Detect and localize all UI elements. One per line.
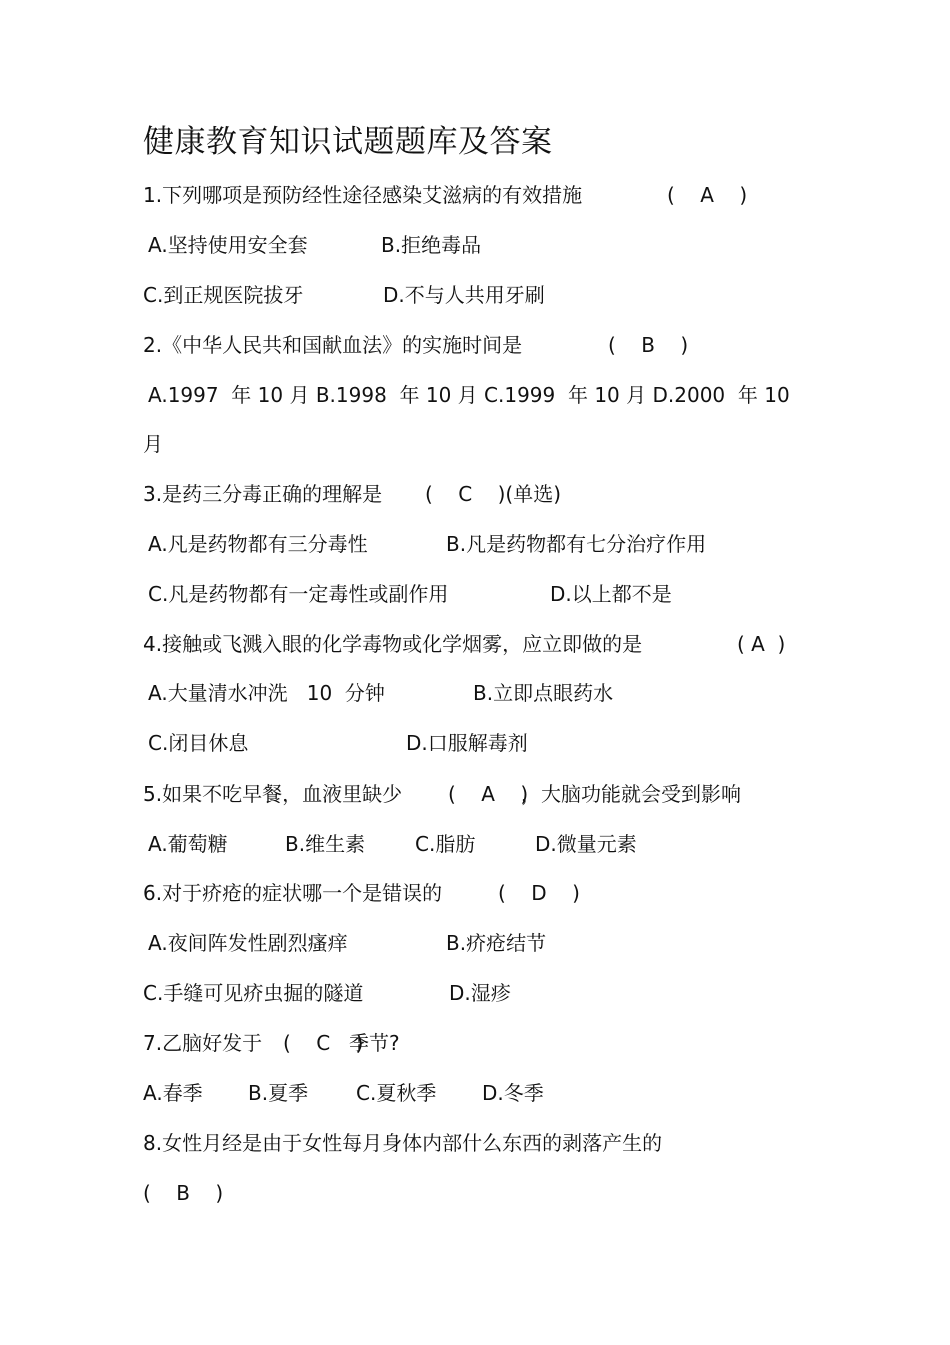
question-2-answer: ( B )	[608, 333, 689, 357]
question-3-answer: ( C )(单选)	[425, 482, 562, 506]
question-5-answer: ( A )	[448, 782, 529, 806]
question-1-option-d: D.不与人共用牙刷	[383, 283, 545, 307]
question-3-option-b: B.凡是药物都有七分治疗作用	[446, 532, 707, 556]
question-1-option-a: A.坚持使用安全套	[148, 233, 308, 257]
question-6-stem: 6.对于疥疮的症状哪一个是错误的	[143, 881, 443, 905]
question-4-option-b: B.立即点眼药水	[473, 681, 614, 705]
question-7-stem-continued: 季节?	[349, 1031, 400, 1055]
question-8-stem: 8.女性月经是由于女性每月身体内部什么东西的剥落产生的	[143, 1131, 663, 1155]
question-6-option-c: C.手缝可见疥虫掘的隧道	[143, 981, 364, 1005]
question-2-stem: 2.《中华人民共和国献血法》的实施时间是	[143, 333, 523, 357]
question-3-option-a: A.凡是药物都有三分毒性	[148, 532, 368, 556]
question-6-option-b: B.疥疮结节	[446, 931, 547, 955]
question-8-answer-row	[143, 1178, 224, 1268]
question-3-option-c: C.凡是药物都有一定毒性或副作用	[148, 582, 449, 606]
document-title: 健康教育知识试题题库及答案	[143, 124, 553, 160]
question-5-stem: 5.如果不吃早餐，血液里缺少	[143, 782, 403, 806]
question-5-stem-continued: ，大脑功能就会受到影响	[521, 782, 741, 806]
question-5-option-b: B.维生素	[285, 832, 366, 856]
question-4-option-c: C.闭目休息	[148, 731, 249, 755]
question-7-option-a: A.春季	[143, 1081, 203, 1105]
question-8-answer: ( B )	[143, 1181, 224, 1205]
question-5-option-d: D.微量元素	[535, 832, 637, 856]
question-6-answer: ( D )	[498, 881, 580, 905]
question-2-options-wrap-text: 月	[143, 432, 163, 456]
question-1-stem: 1.下列哪项是预防经性途径感染艾滋病的有效措施	[143, 183, 583, 207]
question-3-stem: 3.是药三分毒正确的理解是	[143, 482, 383, 506]
question-5-option-a: A.葡萄糖	[148, 832, 228, 856]
question-6-option-d: D.湿疹	[449, 981, 511, 1005]
question-5-option-c: C.脂肪	[415, 832, 476, 856]
question-3-option-d: D.以上都不是	[550, 582, 672, 606]
question-7-stem: 7.乙脑好发于	[143, 1031, 263, 1055]
question-7-option-b: B.夏季	[248, 1081, 309, 1105]
question-1-answer: ( A )	[667, 183, 748, 207]
question-7-answer: ( C )	[283, 1031, 364, 1055]
question-4-stem: 4.接触或飞溅入眼的化学毒物或化学烟雾，应立即做的是	[143, 632, 643, 656]
question-1-option-c: C.到正规医院拔牙	[143, 283, 304, 307]
question-4-option-a: A.大量清水冲洗 10 分钟	[148, 681, 385, 705]
question-2-options: A.1997 年 10 月 B.1998 年 10 月 C.1999 年 10 月 D.2000 年 10	[148, 383, 790, 407]
question-7-option-d: D.冬季	[482, 1081, 544, 1105]
question-6-option-a: A.夜间阵发性剧烈瘙痒	[148, 931, 348, 955]
question-7-option-c: C.夏秋季	[356, 1081, 437, 1105]
question-1-option-b: B.拒绝毒品	[381, 233, 482, 257]
question-4-answer: ( A )	[737, 632, 786, 656]
question-4-option-d: D.口服解毒剂	[406, 731, 528, 755]
